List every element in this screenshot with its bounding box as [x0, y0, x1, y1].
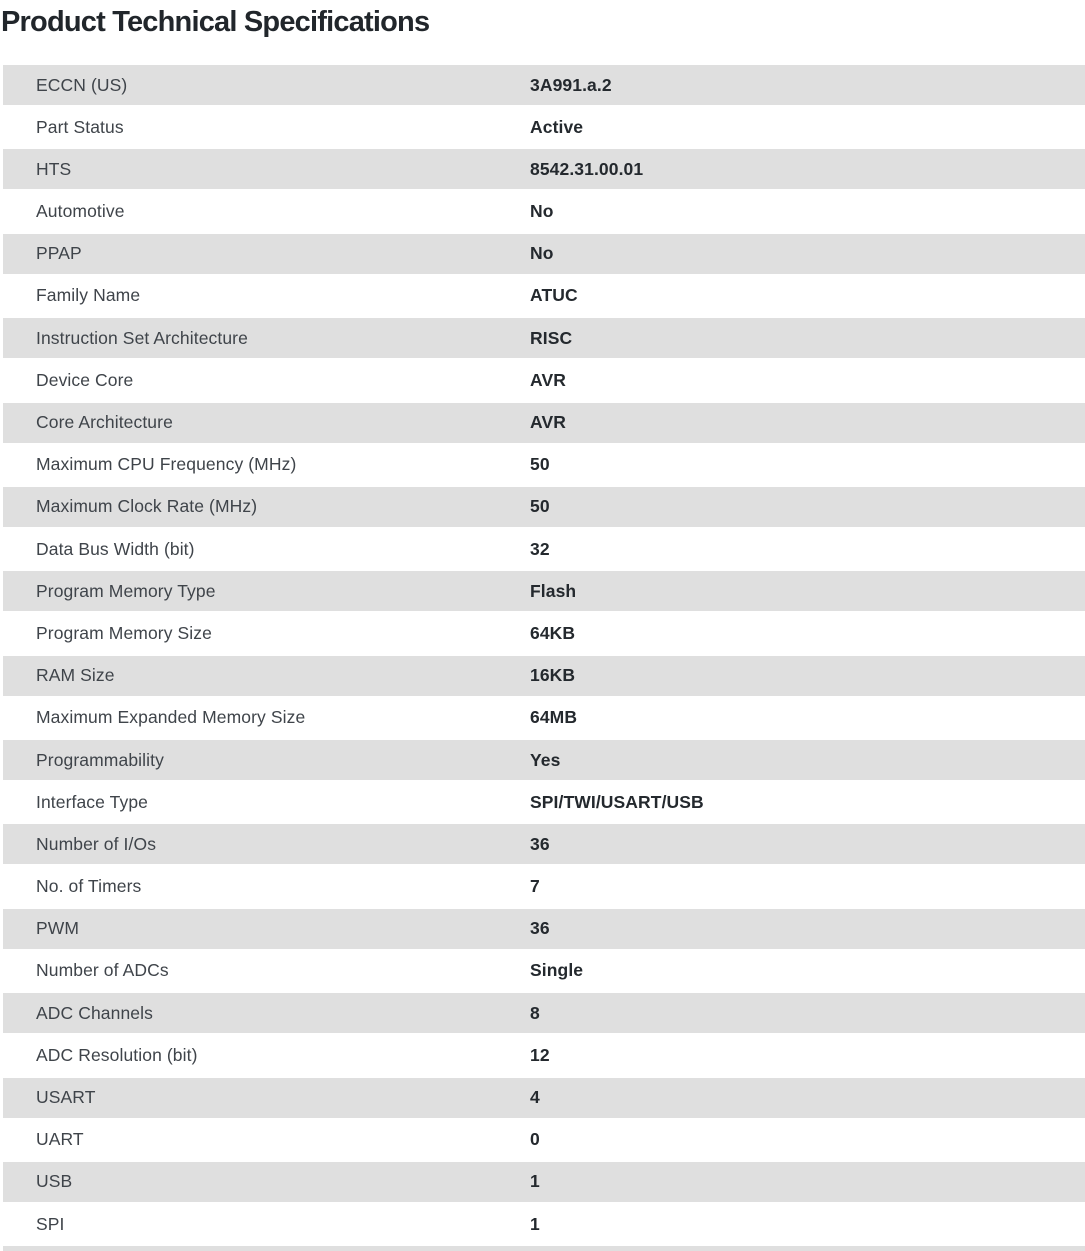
spec-value: Active [530, 116, 584, 137]
spec-value: 12 [530, 1044, 550, 1065]
spec-label: RAM Size [36, 665, 115, 686]
table-row [3, 782, 1085, 822]
table-row [3, 403, 1085, 443]
spec-value: 64MB [530, 707, 578, 728]
table-row [3, 698, 1085, 738]
spec-value: 1 [530, 1171, 540, 1192]
table-row [3, 993, 1085, 1033]
spec-value: 32 [530, 538, 550, 559]
spec-value: 50 [530, 496, 550, 517]
spec-label: ADC Channels [36, 1002, 153, 1023]
spec-label: ECCN (US) [36, 74, 128, 95]
table-row [3, 149, 1085, 189]
table-row [3, 1162, 1085, 1202]
table-row-partial [3, 1246, 1085, 1251]
spec-label: Data Bus Width (bit) [36, 538, 195, 559]
spec-label: Device Core [36, 369, 134, 390]
spec-value: 64KB [530, 622, 576, 643]
table-row [3, 1120, 1085, 1160]
spec-value: ATUC [530, 285, 578, 306]
spec-label: Automotive [36, 201, 125, 222]
spec-value: No [530, 243, 554, 264]
page-title: Product Technical Specifications [1, 6, 430, 38]
spec-value: RISC [530, 327, 573, 348]
spec-label: Program Memory Type [36, 580, 216, 601]
table-row [3, 360, 1085, 400]
spec-value: 3A991.a.2 [530, 74, 612, 95]
spec-value: SPI/TWI/USART/USB [530, 791, 704, 812]
spec-label: Instruction Set Architecture [36, 327, 248, 348]
spec-value: 0 [530, 1129, 540, 1150]
table-row [3, 824, 1085, 864]
table-row [3, 613, 1085, 653]
spec-value: 8 [530, 1002, 540, 1023]
spec-value: 4 [530, 1087, 540, 1107]
spec-label: UART [36, 1129, 84, 1150]
spec-value: 50 [530, 454, 550, 475]
spec-value: No [530, 201, 554, 222]
table-row [3, 1035, 1085, 1075]
spec-label: USB [36, 1171, 73, 1192]
table-row [3, 107, 1085, 147]
spec-value: AVR [530, 412, 566, 432]
spec-value: Yes [530, 749, 561, 770]
table-row [3, 1204, 1085, 1244]
table-row [3, 318, 1085, 358]
table-row [3, 909, 1085, 949]
table-row [3, 951, 1085, 991]
spec-value: Single [530, 960, 584, 981]
spec-label: Core Architecture [36, 412, 173, 432]
spec-value: 7 [530, 876, 540, 897]
spec-value: AVR [530, 369, 566, 390]
table-row [3, 740, 1085, 780]
table-row [3, 234, 1085, 274]
spec-label: PWM [36, 918, 80, 939]
spec-label: Family Name [36, 285, 141, 306]
spec-value: Flash [530, 580, 577, 601]
table-row [3, 445, 1085, 485]
spec-label: USART [36, 1087, 96, 1107]
table-row [3, 487, 1085, 527]
spec-label: Number of ADCs [36, 960, 169, 981]
spec-value: 8542.31.00.01 [530, 158, 644, 179]
spec-label: Part Status [36, 116, 124, 137]
spec-value: 36 [530, 833, 550, 854]
spec-label: Program Memory Size [36, 622, 212, 643]
spec-label: PPAP [36, 243, 82, 264]
spec-label: Maximum Clock Rate (MHz) [36, 496, 258, 517]
table-row [3, 529, 1085, 569]
spec-label: Programmability [36, 749, 164, 770]
spec-label: Interface Type [36, 791, 148, 812]
spec-label: ADC Resolution (bit) [36, 1044, 198, 1065]
table-row [3, 571, 1085, 611]
spec-table [0, 65, 1085, 1244]
spec-value: 1 [530, 1213, 540, 1234]
spec-label: Number of I/Os [36, 833, 157, 854]
table-row [3, 656, 1085, 696]
table-row [3, 65, 1085, 105]
spec-value: 36 [530, 918, 550, 939]
spec-label: SPI [36, 1213, 65, 1234]
table-row [3, 192, 1085, 232]
table-row [3, 276, 1085, 316]
spec-label: Maximum CPU Frequency (MHz) [36, 454, 297, 475]
spec-value: 16KB [530, 665, 576, 686]
spec-label: HTS [36, 158, 72, 179]
table-row [3, 1078, 1085, 1118]
spec-label: Maximum Expanded Memory Size [36, 707, 306, 728]
spec-label: No. of Timers [36, 876, 142, 897]
table-row [3, 867, 1085, 907]
